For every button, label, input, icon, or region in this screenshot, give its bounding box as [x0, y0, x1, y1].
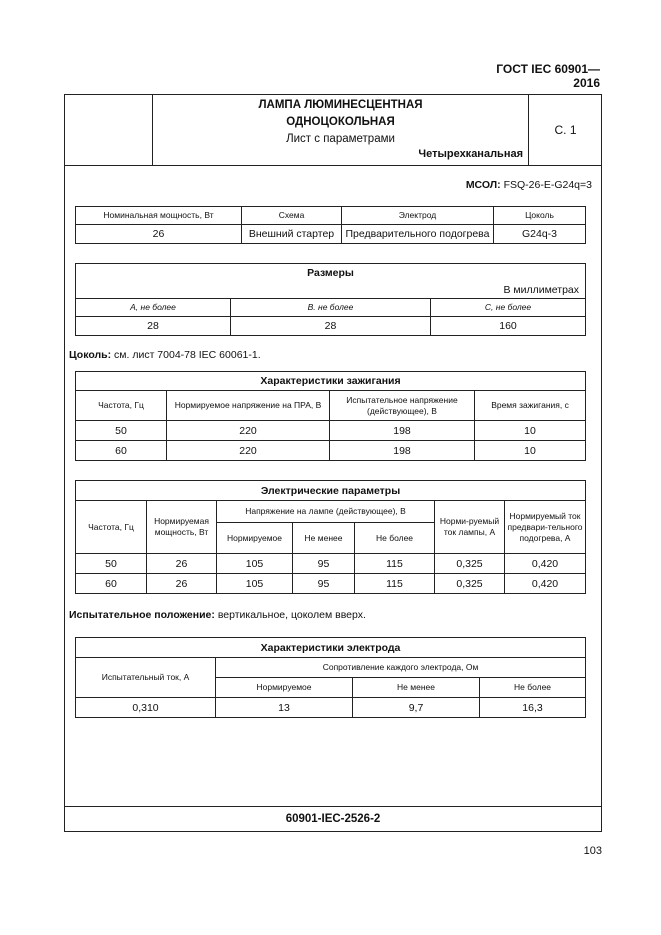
header-scheme: Схема — [242, 207, 342, 225]
header-ign-test-voltage: Испытательное напряжение (действующее), В — [330, 391, 475, 421]
cell-res-max: 16,3 — [480, 698, 586, 718]
header-el-voltage: Напряжение на лампе (действующее), В — [217, 501, 435, 523]
el-r1-c2: 26 — [147, 554, 217, 574]
header-ign-freq: Частота, Гц — [76, 391, 167, 421]
title-line-1: ЛАМПА ЛЮМИНЕСЦЕНТНАЯ — [258, 99, 423, 111]
msol-label: МСОЛ: — [465, 179, 501, 191]
electrical-caption: Электрические параметры — [76, 481, 586, 501]
cell-base: G24q-3 — [494, 225, 586, 244]
footer-code: 60901-IEC-2526-2 — [285, 813, 381, 825]
header-el-preheat: Нормируемый ток предвари-тельного подогрева, А — [505, 501, 586, 554]
header-power: Номинальная мощность, Вт — [76, 207, 242, 225]
header-el-v-min: Не менее — [293, 523, 355, 554]
header-ign-time: Время зажигания, с — [475, 391, 586, 421]
cell-scheme: Внешний стартер — [242, 225, 342, 244]
test-position-label: Испытательное положение: — [69, 609, 215, 621]
header-res-min: Не менее — [353, 678, 480, 698]
cell-electrode: Предварительного подогрева — [342, 225, 494, 244]
cell-res-nominal: 13 — [216, 698, 353, 718]
base-note-text: см. лист 7004-78 IEC 60061-1. — [114, 349, 261, 361]
ign-r1-voltage: 220 — [167, 421, 330, 441]
el-r1-c3: 105 — [217, 554, 293, 574]
header-res-max: Не более — [480, 678, 586, 698]
ignition-caption: Характеристики зажигания — [76, 372, 586, 391]
ign-r2-time: 10 — [475, 441, 586, 461]
electrical-table — [75, 480, 586, 594]
ign-r1-freq: 50 — [76, 421, 167, 441]
msol-value: FSQ-26-E-G24q=3 — [503, 179, 592, 191]
header-res-nominal: Нормируемое — [216, 678, 353, 698]
header-electrode: Электрод — [342, 207, 494, 225]
cell-power: 26 — [76, 225, 242, 244]
dimensions-unit: В миллиметрах — [76, 282, 586, 299]
base-note — [69, 349, 261, 361]
header-ign-voltage: Нормируемое напряжение на ПРА, В — [167, 391, 330, 421]
electrode-table — [75, 637, 586, 718]
cell-res-min: 9,7 — [353, 698, 480, 718]
header-el-current: Норми-руемый ток лампы, А — [435, 501, 505, 554]
el-r2-c7: 0,420 — [505, 574, 586, 594]
msol-line — [380, 179, 592, 191]
el-r2-c2: 26 — [147, 574, 217, 594]
electrode-caption: Характеристики электрода — [76, 638, 586, 658]
el-r2-c4: 95 — [293, 574, 355, 594]
main-params-table — [75, 206, 586, 244]
cell-dim-b: 28 — [231, 317, 431, 336]
base-note-label: Цоколь: — [69, 349, 112, 361]
sheet-number: С. 1 — [528, 94, 602, 166]
sheet-frame — [64, 94, 602, 832]
header-el-freq: Частота, Гц — [76, 501, 147, 554]
ign-r2-test: 198 — [330, 441, 475, 461]
el-r1-c7: 0,420 — [505, 554, 586, 574]
footer-divider — [64, 806, 602, 807]
el-r2-c1: 60 — [76, 574, 147, 594]
header-el-power: Нормируемая мощность, Вт — [147, 501, 217, 554]
header-test-current: Испытательный ток, А — [76, 658, 216, 698]
el-r1-c4: 95 — [293, 554, 355, 574]
ign-r1-time: 10 — [475, 421, 586, 441]
header-left-cell — [64, 94, 153, 166]
dimensions-table — [75, 263, 586, 336]
el-r1-c5: 115 — [355, 554, 435, 574]
el-r2-c3: 105 — [217, 574, 293, 594]
page-number: 103 — [583, 845, 602, 857]
el-r2-c6: 0,325 — [435, 574, 505, 594]
cell-dim-a: 28 — [76, 317, 231, 336]
test-position-text: вертикальное, цоколем вверх. — [217, 609, 366, 621]
test-position-note — [69, 609, 366, 621]
ignition-table — [75, 371, 586, 461]
header-resistance: Сопротивление каждого электрода, Ом — [216, 658, 586, 678]
standard-code: ГОСТ IEC 60901—2016 — [496, 62, 600, 90]
cell-test-current: 0,310 — [76, 698, 216, 718]
title-line-2: ОДНОЦОКОЛЬНАЯ — [286, 116, 395, 128]
el-r1-c6: 0,325 — [435, 554, 505, 574]
ign-r2-freq: 60 — [76, 441, 167, 461]
dimensions-caption: Размеры — [76, 264, 586, 282]
header-dim-b: B. не более — [231, 299, 431, 317]
ign-r2-voltage: 220 — [167, 441, 330, 461]
title-line-4: Четырехканальная — [418, 148, 523, 160]
cell-dim-c: 160 — [431, 317, 586, 336]
header-dim-a: A, не более — [76, 299, 231, 317]
ign-r1-test: 198 — [330, 421, 475, 441]
header-el-v-nominal: Нормируемое — [217, 523, 293, 554]
el-r1-c1: 50 — [76, 554, 147, 574]
header-dim-c: C, не более — [431, 299, 586, 317]
title-line-3: Лист с параметрами — [286, 133, 395, 145]
header-base: Цоколь — [494, 207, 586, 225]
header-el-v-max: Не более — [355, 523, 435, 554]
el-r2-c5: 115 — [355, 574, 435, 594]
